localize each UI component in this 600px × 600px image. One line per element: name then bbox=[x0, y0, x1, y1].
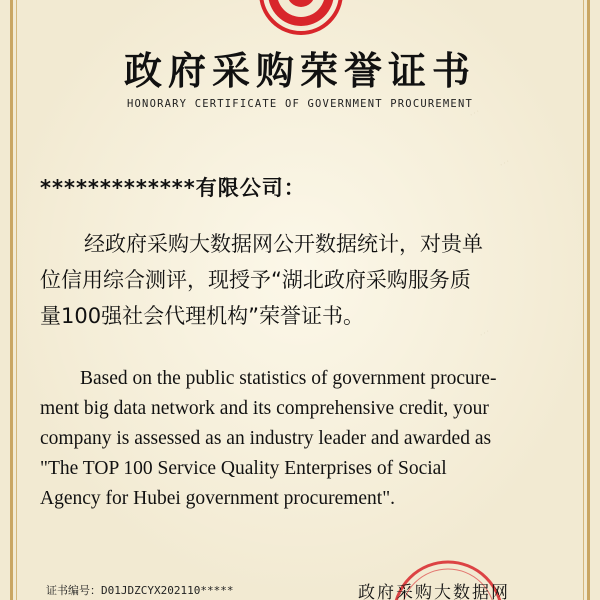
watermark: · · · bbox=[478, 328, 491, 339]
english-line: company is assessed as an industry leader and awarded as bbox=[40, 428, 492, 449]
watermark: · · · bbox=[468, 108, 481, 119]
english-body bbox=[40, 364, 568, 514]
chinese-body bbox=[40, 226, 565, 334]
issuer-name: 政府采购大数据网 bbox=[358, 583, 510, 600]
english-line: "The TOP 100 Service Quality Enterprises of Social bbox=[40, 458, 447, 479]
watermark: · · · bbox=[498, 158, 511, 169]
chinese-line: 经政府采购大数据网公开数据统计，对贵单 bbox=[84, 232, 483, 256]
certificate-number-value: D01JDZCYX202110***** bbox=[101, 584, 234, 597]
english-line: Based on the public statistics of government procure- bbox=[80, 368, 497, 389]
english-line: ment big data network and its comprehensive credit, your bbox=[40, 398, 489, 419]
chinese-line: 位信用综合测评，现授予“湖北政府采购服务质 bbox=[40, 268, 471, 292]
company-name: *************有限公司： bbox=[40, 176, 306, 200]
certificate-title: 政府采购荣誉证书 bbox=[123, 49, 476, 93]
english-line: Agency for Hubei government procurement". bbox=[40, 488, 396, 509]
chinese-line: 量100强社会代理机构”荣誉证书。 bbox=[40, 304, 364, 328]
certificate-number-label: 证书编号： bbox=[46, 584, 101, 597]
certificate-subtitle: HONORARY CERTIFICATE OF GOVERNMENT PROCUREMENT bbox=[127, 98, 473, 110]
top-seal-icon bbox=[258, 0, 344, 36]
certificate-number bbox=[46, 582, 233, 598]
